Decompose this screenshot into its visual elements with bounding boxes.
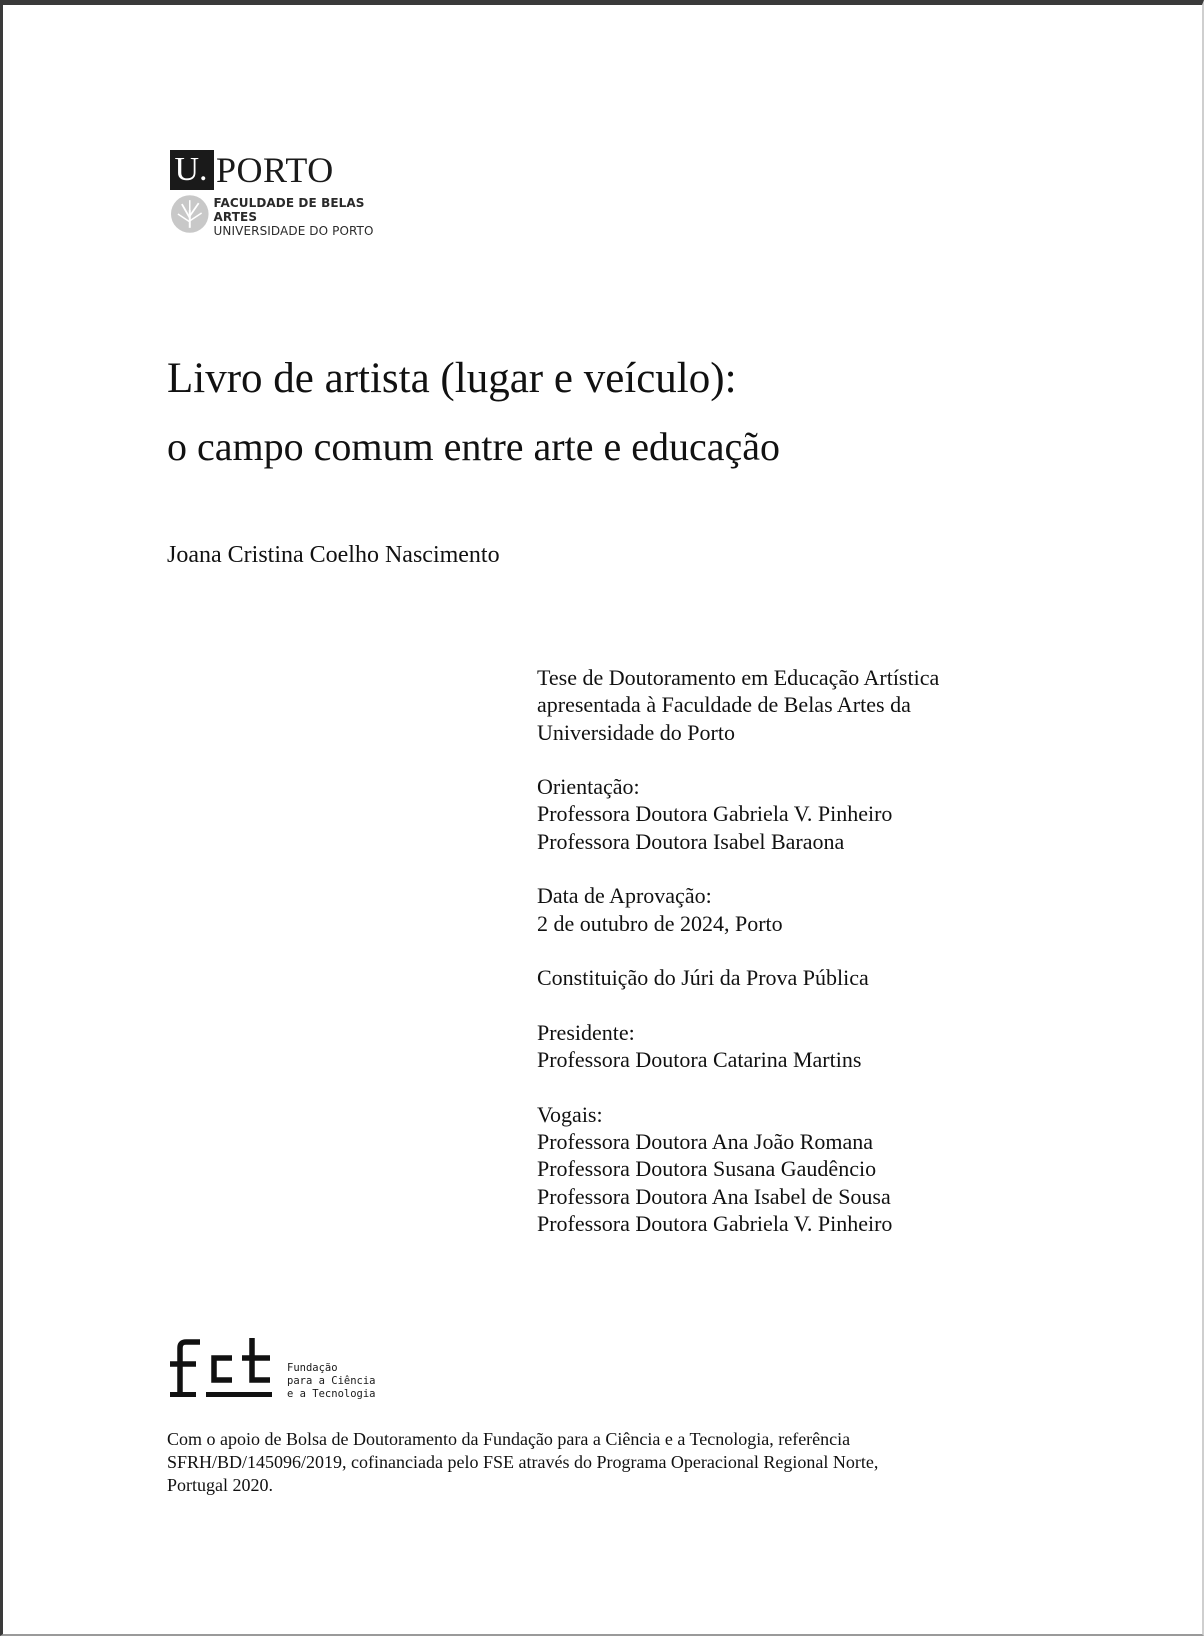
vogais-label: Vogais: bbox=[537, 1101, 603, 1127]
faculty-name: FACULDADE DE BELAS ARTES bbox=[213, 196, 365, 224]
thesis-description-line: Tese de Doutoramento em Educação Artística bbox=[537, 665, 940, 690]
fct-text-line: para a Ciência bbox=[287, 1375, 376, 1387]
university-name: UNIVERSIDADE DO PORTO bbox=[213, 224, 374, 238]
uporto-wordmark bbox=[170, 150, 410, 190]
fct-text-line: e a Tecnologia bbox=[287, 1388, 376, 1400]
funding-note bbox=[167, 1428, 1007, 1497]
approval-date: 2 de outubro de 2024, Porto bbox=[537, 910, 783, 936]
faculty-seal-icon bbox=[170, 194, 210, 234]
vogal-name: Professora Doutora Ana Isabel de Sousa bbox=[537, 1183, 891, 1209]
funding-note-line: Com o apoio de Bolsa de Doutoramento da Fundação para a Ciência e a Tecnologia, referência bbox=[167, 1429, 851, 1449]
vogal-name: Professora Doutora Susana Gaudêncio bbox=[537, 1156, 877, 1182]
jury-heading: Constituição do Júri da Prova Pública bbox=[537, 965, 869, 991]
thesis-title: Livro de artista (lugar e veículo): bbox=[167, 355, 737, 402]
u-letter-box: U. bbox=[170, 150, 214, 190]
supervisor-name: Professora Doutora Isabel Baraona bbox=[537, 828, 845, 854]
thesis-info bbox=[537, 664, 1097, 1237]
vogal-name: Professora Doutora Gabriela V. Pinheiro bbox=[537, 1210, 893, 1236]
supervisor-name: Professora Doutora Gabriela V. Pinheiro bbox=[537, 801, 893, 827]
thesis-description-line: apresentada à Faculdade de Belas Artes da bbox=[537, 692, 911, 718]
fct-logo bbox=[170, 1334, 400, 1404]
funding-note-line: SFRH/BD/145096/2019, cofinanciada pelo FSE através do Programa Operacional Regional Norte, bbox=[167, 1452, 879, 1472]
author-name: Joana Cristina Coelho Nascimento bbox=[167, 542, 500, 568]
fct-mark-icon bbox=[170, 1334, 274, 1402]
orientation-label: Orientação: bbox=[537, 774, 640, 800]
uporto-logo bbox=[170, 150, 410, 240]
president-name: Professora Doutora Catarina Martins bbox=[537, 1047, 862, 1073]
thesis-subtitle: o campo comum entre arte e educação bbox=[167, 424, 781, 469]
president-label: Presidente: bbox=[537, 1019, 635, 1045]
porto-word: PORTO bbox=[216, 150, 334, 190]
thesis-description-line: Universidade do Porto bbox=[537, 719, 735, 745]
fct-text-line: Fundação bbox=[287, 1362, 338, 1374]
funding-note-line: Portugal 2020. bbox=[167, 1475, 273, 1495]
vogal-name: Professora Doutora Ana João Romana bbox=[537, 1129, 874, 1155]
approval-label: Data de Aprovação: bbox=[537, 883, 712, 909]
